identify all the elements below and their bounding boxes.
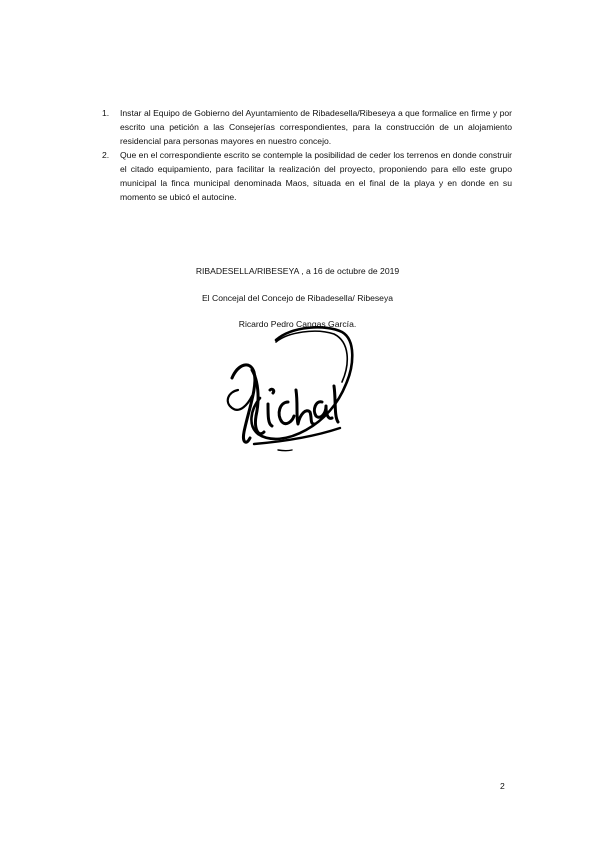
list-item <box>100 106 512 148</box>
place-date-line: RIBADESELLA/RIBESEYA , a 16 de octubre de 2019 <box>195 266 400 276</box>
list-item-number: 2. <box>102 150 110 160</box>
list-item-number: 1. <box>102 108 110 118</box>
signatory-name: Ricardo Pedro Cangas García. <box>238 319 357 329</box>
list-item-text: Que en el correspondiente escrito se contemple la posibilidad de ceder los terrenos en donde construir el citado equipamiento, para facilitar la realización del proyecto, proponiendo para ello este grupo municipal la finca municipal denominada Maos, situada en el final de la playa y en donde en su momento se ubicó el autocine. <box>120 150 512 202</box>
list-item <box>100 148 512 204</box>
motion-list <box>100 106 512 204</box>
list-item-text: Instar al Equipo de Gobierno del Ayuntamiento de Ribadesella/Ribeseya a que formalice en firme y por escrito una petición a las Consejerías correspondientes, para la construcción de un alojamiento residencial para personas mayores en nuestro concejo. <box>120 108 512 146</box>
signatory-role: El Concejal del Concejo de Ribadesella/ Ribeseya <box>201 293 394 303</box>
page-number: 2 <box>500 781 505 791</box>
handwritten-signature <box>214 320 359 460</box>
